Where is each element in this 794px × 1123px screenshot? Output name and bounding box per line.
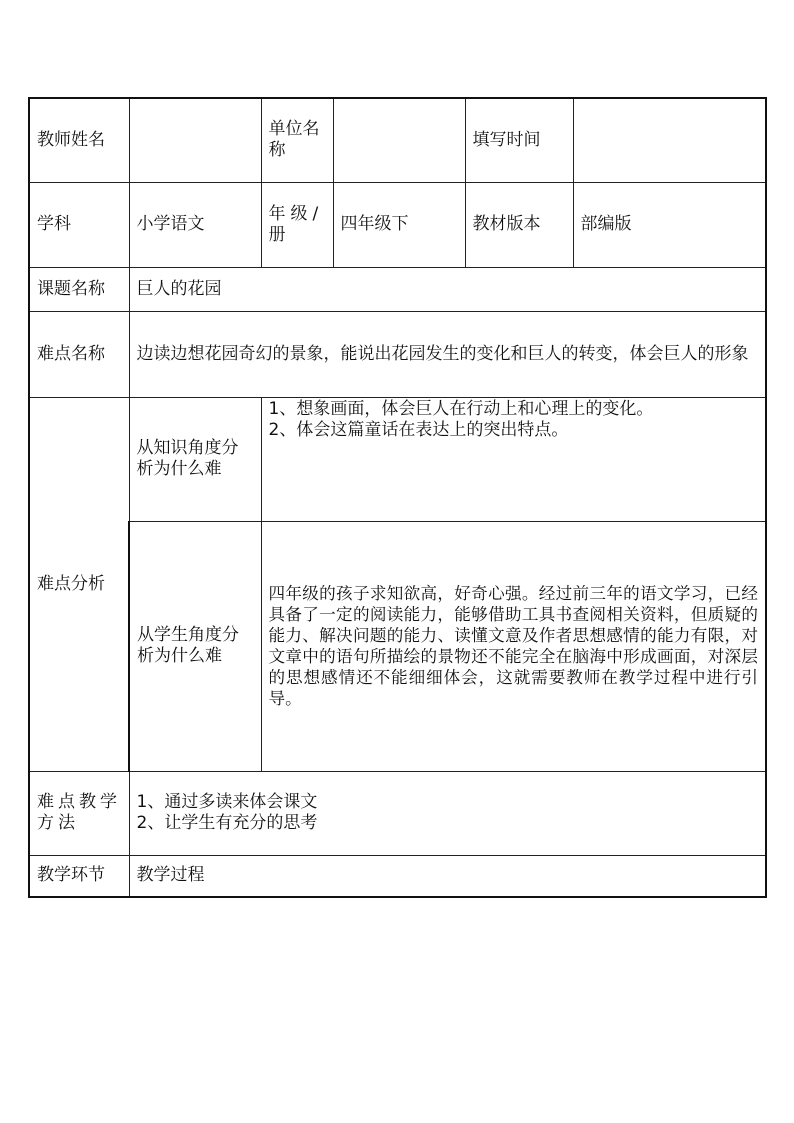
fill-time-field[interactable] bbox=[573, 98, 766, 182]
method-label: 难点教学方法 bbox=[29, 771, 129, 855]
process-row bbox=[29, 855, 766, 897]
edition-value: 部编版 bbox=[573, 182, 766, 267]
knowledge-point: 2、体会这篇童话在表达上的突出特点。 bbox=[268, 419, 569, 440]
analysis-label: 难点分析 bbox=[29, 397, 129, 771]
lesson-plan-sheet bbox=[28, 97, 765, 898]
method-item: 2、让学生有充分的思考 bbox=[136, 813, 318, 833]
knowledge-analysis-row bbox=[29, 397, 766, 521]
grade-label: 年级/册 bbox=[261, 182, 333, 267]
teacher-name-field[interactable] bbox=[129, 98, 261, 182]
lesson-title-value: 巨人的花园 bbox=[129, 267, 766, 311]
edition-label: 教材版本 bbox=[465, 182, 573, 267]
student-analysis-row bbox=[29, 521, 766, 771]
unit-name-label: 单位名称 bbox=[261, 98, 333, 182]
difficulty-name-value: 边读边想花园奇幻的景象，能说出花园发生的变化和巨人的转变，体会巨人的形象 bbox=[129, 311, 766, 397]
lesson-plan-table bbox=[28, 97, 767, 898]
header-row bbox=[29, 98, 766, 182]
teaching-process-label: 教学过程 bbox=[129, 855, 766, 897]
knowledge-angle-label: 从知识角度分析为什么难 bbox=[129, 397, 261, 521]
lesson-title-label: 课题名称 bbox=[29, 267, 129, 311]
method-item: 1、通过多读来体会课文 bbox=[136, 792, 318, 812]
difficulty-row bbox=[29, 311, 766, 397]
info-row bbox=[29, 182, 766, 267]
unit-name-field[interactable] bbox=[333, 98, 465, 182]
teacher-name-label: 教师姓名 bbox=[29, 98, 129, 182]
teaching-stage-label: 教学环节 bbox=[29, 855, 129, 897]
subject-label: 学科 bbox=[29, 182, 129, 267]
fill-time-label: 填写时间 bbox=[465, 98, 573, 182]
student-analysis-text: 四年级的孩子求知欲高，好奇心强。经过前三年的语文学习，已经具备了一定的阅读能力，能够借助工具书查阅相关资料，但质疑的能力、解决问题的能力、读懂文意及作者思想感情的能力有限，对文章中的语句所描绘的景物还不能完全在脑海中形成画面，对深层的思想感情还不能细细体会，这就需要教师在教学过程中进行引导。 bbox=[261, 521, 766, 771]
grade-value: 四年级下 bbox=[333, 182, 465, 267]
difficulty-name-label: 难点名称 bbox=[29, 311, 129, 397]
method-items bbox=[129, 771, 766, 855]
lesson-title-row bbox=[29, 267, 766, 311]
subject-value: 小学语文 bbox=[129, 182, 261, 267]
student-angle-label: 从学生角度分析为什么难 bbox=[129, 521, 261, 771]
knowledge-point: 1、想象画面，体会巨人在行动上和心理上的变化。 bbox=[268, 398, 654, 419]
method-row bbox=[29, 771, 766, 855]
knowledge-points bbox=[261, 397, 766, 521]
